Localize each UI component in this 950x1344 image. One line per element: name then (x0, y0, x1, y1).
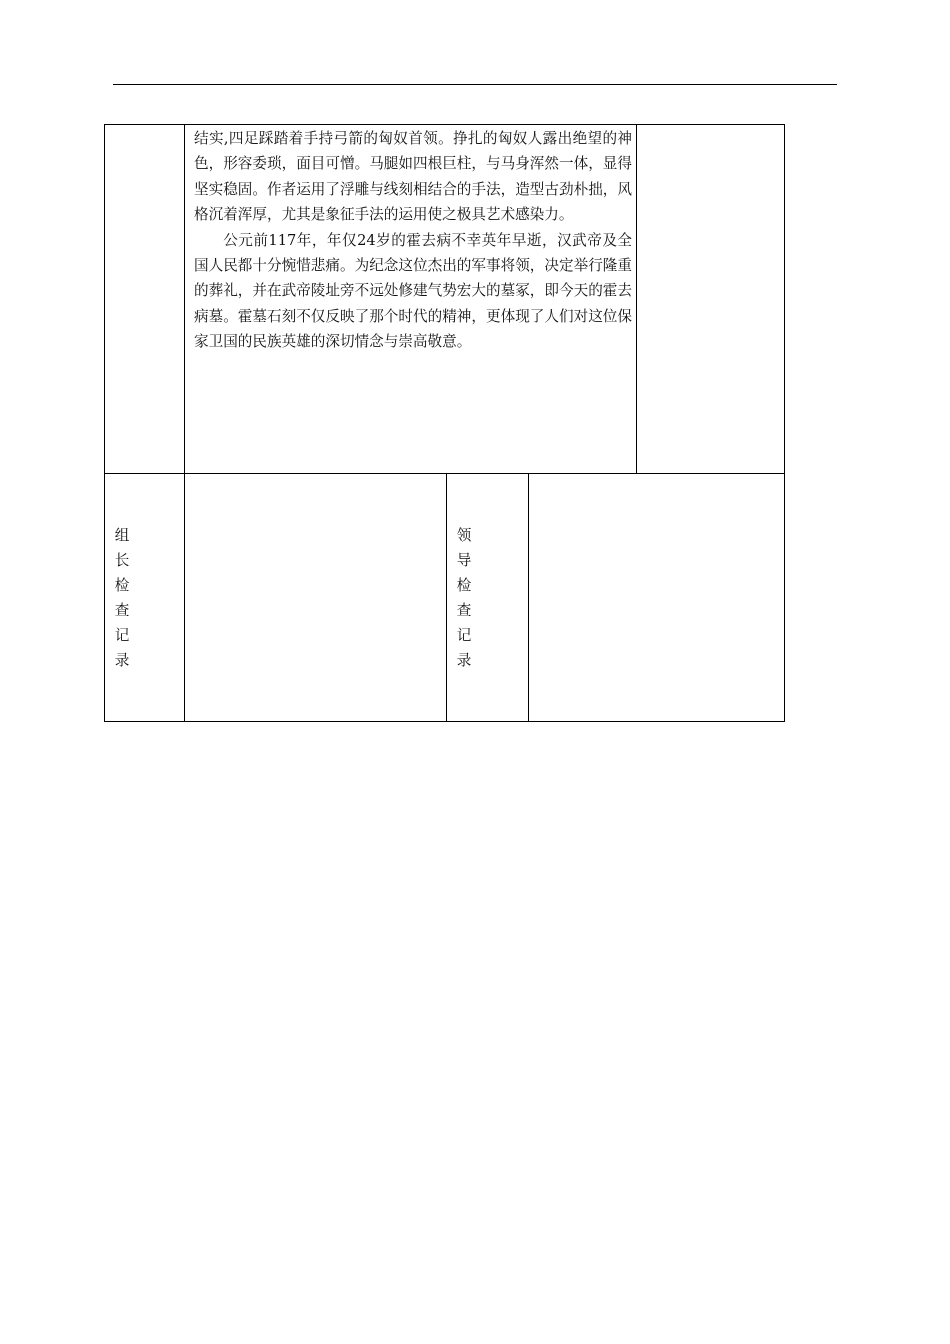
paragraph: 结实,四足踩踏着手持弓箭的匈奴首领。挣扎的匈奴人露出绝望的神色，形容委琐，面目可憎。马腿如四根巨柱，与马身浑然一体，显得坚实稳固。作者运用了浮雕与线刻相结合的手法，造型古劲朴拙，风格沉着浑厚，尤其是象征手法的运用使之极具艺术感染力。 (194, 130, 632, 224)
table-divider (184, 124, 185, 722)
group-leader-check-label: 组 长 检 查 记 录 (114, 527, 130, 669)
paragraph: 公元前117年，年仅24岁的霍去病不幸英年早逝，汉武帝及全国人民都十分惋惜悲痛。为纪念这位杰出的军事将领，决定举行隆重的葬礼，并在武帝陵址旁不远处修建气势宏大的墓冢，即今天的霍去病墓。霍墓石刻不仅反映了那个时代的精神，更体现了人们对这位保家卫国的民族英雄的深切情念与崇高敬意。 (194, 231, 632, 351)
leader-check-label: 领 导 检 查 记 录 (456, 527, 472, 669)
header-rule (113, 84, 837, 85)
table-divider (636, 124, 637, 474)
table-divider (528, 473, 529, 722)
passage-text (194, 126, 632, 355)
table-divider (446, 473, 447, 722)
table-divider (104, 473, 785, 474)
